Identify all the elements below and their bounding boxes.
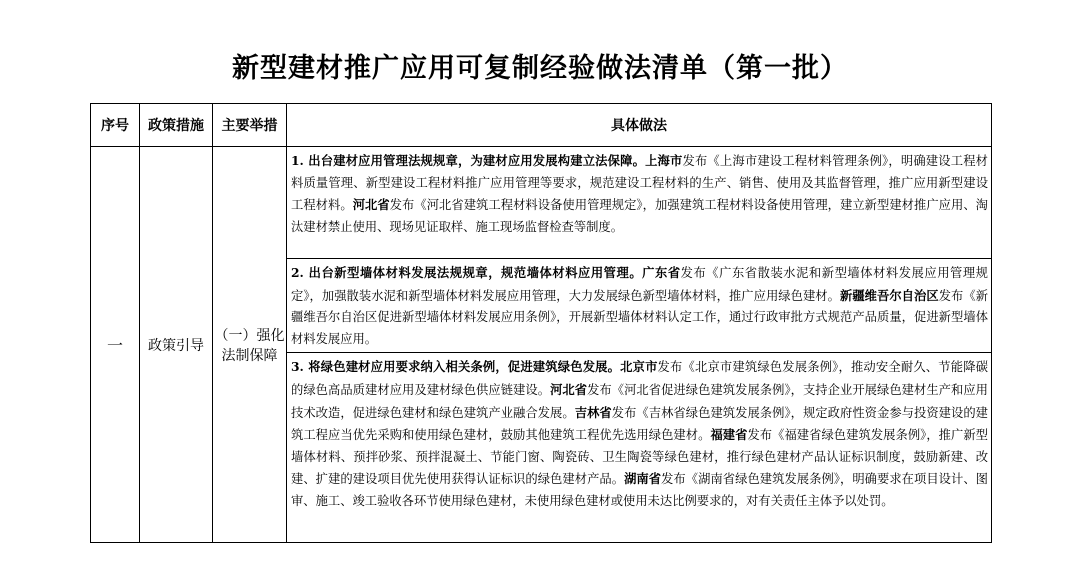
header-detail: 具体做法 [287,104,992,147]
body-text: 发布《湖南省绿色建筑发展条例》，明确要求在项目设计、图审、施工、竣工验收各环节使用绿色建材，未使用绿色建材或使用未达比例要求的，对有关责任主体予以处罚。 [291,472,988,508]
row-policy: 政策引导 [140,147,213,543]
row-main-line1: （一）强化 [214,327,285,344]
detail-item-1 [287,147,992,259]
body-text: 发布《福建省绿色建筑发展条例》，推广新型墙体材料、预拌砂浆、预拌混凝土、节能门窗、陶瓷砖、卫生陶瓷等绿色建材，推行绿色建材产品认证标识制度，鼓励新建、改建、扩建的建设项目优先使用获得认证标识的绿色建材产品。 [291,428,988,487]
bold-text: 2. 出台新型墙体材料发展法规规章，规范墙体材料应用管理。 [291,265,643,280]
row-main-line2: 法制保障 [221,347,278,364]
row-seq: 一 [91,147,140,543]
bold-text: 3. 将绿色建材应用要求纳入相关条例，促进建筑绿色发展。 [291,359,621,375]
body-text: 发布《吉林省绿色建筑发展条例》，规定政府性资金参与投资建设的建筑工程应当优先采购和使用绿色建材，鼓励其他建筑工程优先选用绿色建材。 [291,405,988,443]
body-text: 发布《河北省促进绿色建筑发展条例》，支持企业开展绿色建材生产和应用技术改造，促进绿色建材和绿色建筑产业融合发展。 [291,382,988,420]
bold-text: 湖南省 [624,471,662,487]
policy-table [90,103,992,543]
detail-item-3 [287,353,992,543]
body-text: 发布《广东省散装水泥和新型墙体材料发展应用管理规定》，加强散装水泥和新型墙体材料发展应用管理，大力发展绿色新型墙体材料，推广应用绿色建材。 [291,266,988,303]
body-text: 发布《上海市建设工程材料管理条例》，明确建设工程材料质量管理、新型建设工程材料推广应用管理等要求，规范建设工程材料的生产、销售、使用及其监督管理，推广应用新型建设工程材料。 [291,154,988,213]
row-main [213,147,287,543]
header-policy: 政策措施 [140,104,213,147]
bold-text: 广东省 [642,265,681,280]
body-text: 发布《河北省建筑工程材料设备使用管理规定》，加强建筑工程材料设备使用管理，建立新型建材推广应用、淘汰建材禁止使用、现场见证取样、施工现场监督检查等制度。 [291,198,988,234]
bold-text: 河北省 [550,381,588,397]
header-main: 主要举措 [213,104,287,147]
detail-item-2 [287,259,992,353]
bold-text: 1. 出台建材应用管理法规规章，为建材应用发展构建立法保障。 [291,153,646,168]
table-row [91,147,992,259]
bold-text: 吉林省 [574,404,612,420]
document-title: 新型建材推广应用可复制经验做法清单（第一批） [232,53,848,84]
body-text: 发布《北京市建筑绿色发展条例》，推动安全耐久、节能降碳的绿色高品质建材应用及建材绿色供应链建设。 [291,360,988,397]
bold-text: 上海市 [645,153,683,168]
body-text: 发布《新疆维吾尔自治区促进新型墙体材料发展应用条例》，开展新型墙体材料认定工作，通过行政审批方式规范产品质量，促进新型墙体材料发展应用。 [291,288,988,346]
header-row [91,104,992,147]
bold-text: 河北省 [352,197,390,213]
bold-text: 福建省 [710,427,748,443]
bold-text: 北京市 [620,359,658,375]
header-seq: 序号 [91,104,140,147]
bold-text: 新疆维吾尔自治区 [839,287,939,303]
